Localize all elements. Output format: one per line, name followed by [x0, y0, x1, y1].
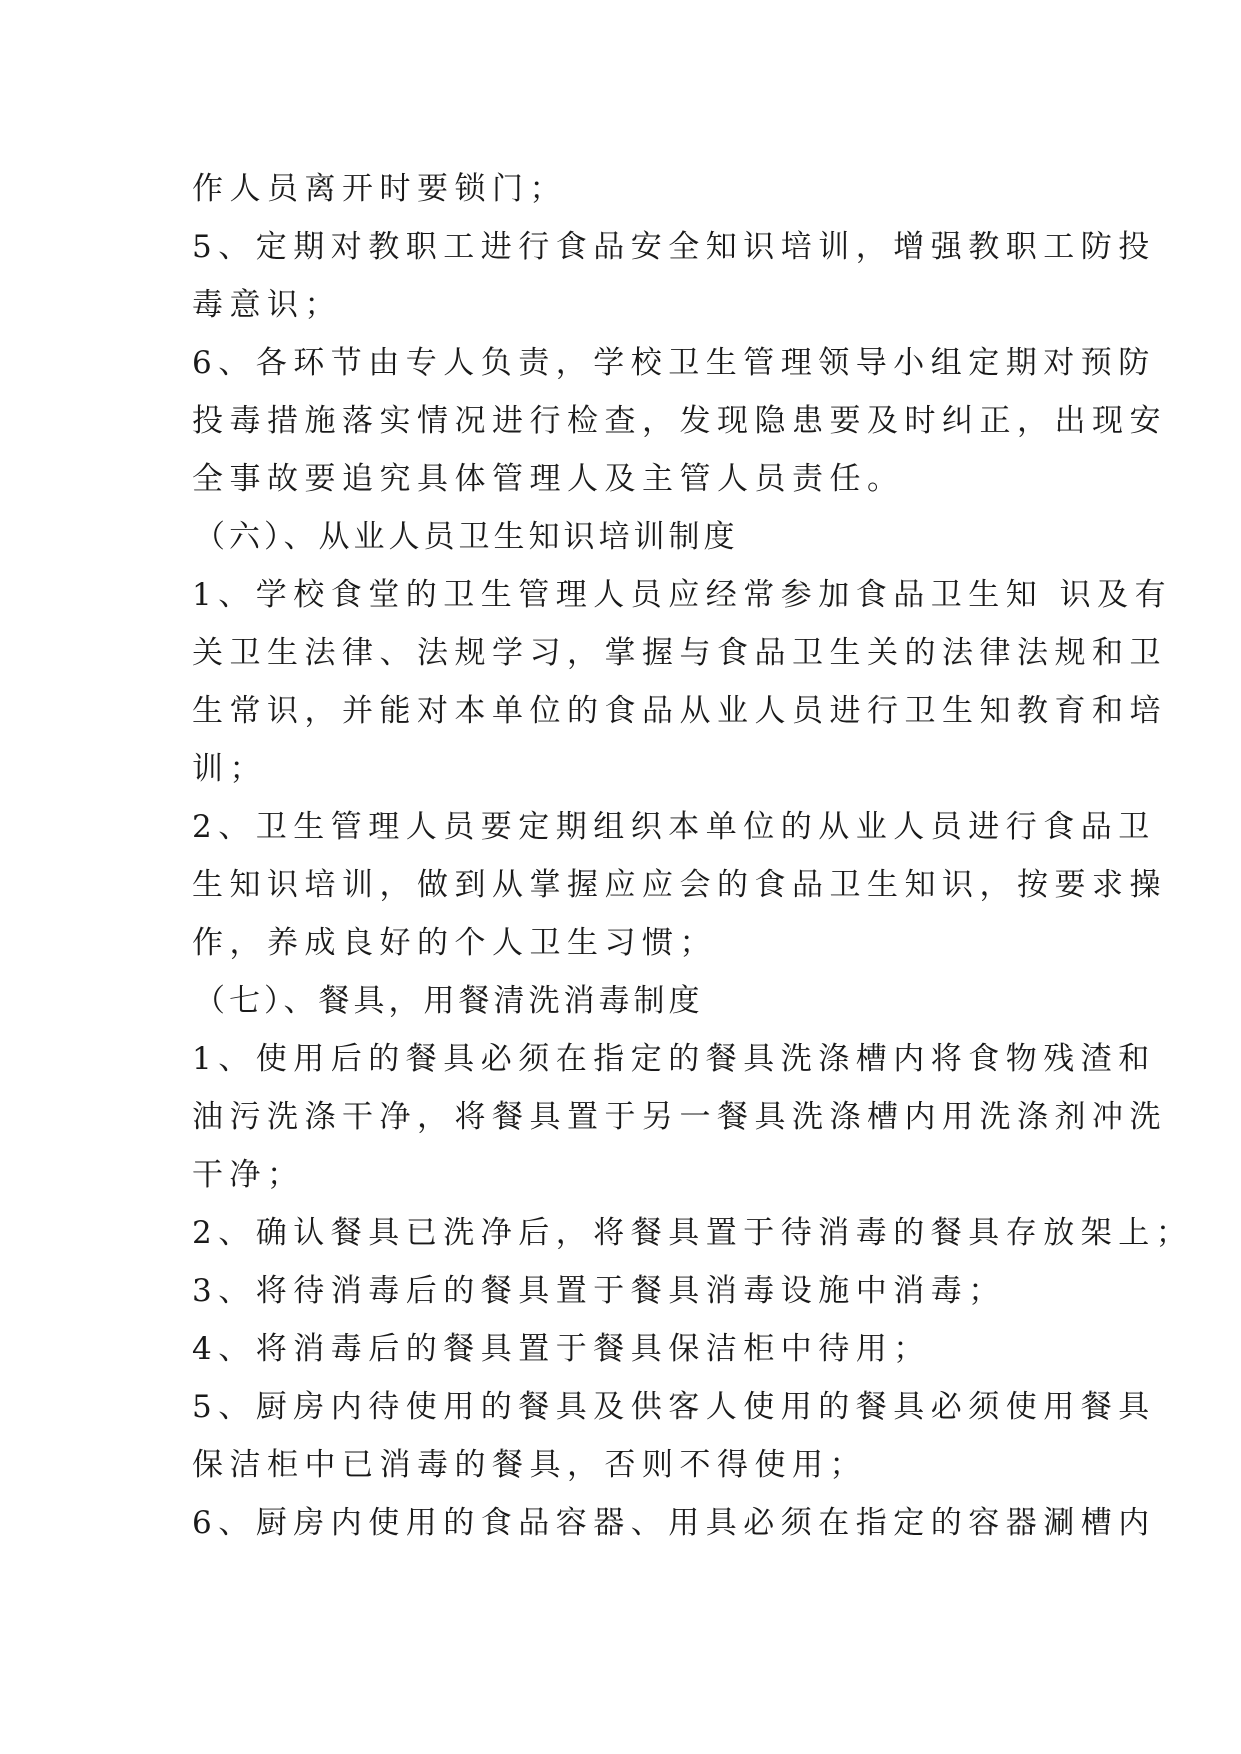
- text-line: 全事故要追究具体管理人及主管人员责任。: [192, 461, 905, 497]
- text-line: 干净；: [192, 1157, 305, 1193]
- text-line: 保洁柜中已消毒的餐具，否则不得使用；: [192, 1447, 867, 1483]
- text-line: 毒意识；: [192, 287, 342, 323]
- text-line: 1、学校食堂的卫生管理人员应经常参加食品卫生知 识及有: [192, 577, 1173, 613]
- text-line: 关卫生法律、法规学习，掌握与食品卫生关的法律法规和卫: [192, 635, 1167, 671]
- text-line: 4、将消毒后的餐具置于餐具保洁柜中待用；: [192, 1331, 931, 1367]
- text-line: 3、将待消毒后的餐具置于餐具消毒设施中消毒；: [192, 1273, 1006, 1309]
- text-line: 作，养成良好的个人卫生习惯；: [192, 925, 717, 961]
- text-line: 2、确认餐具已洗净后，将餐具置于待消毒的餐具存放架上；: [192, 1215, 1194, 1251]
- text-line: 油污洗涤干净，将餐具置于另一餐具洗涤槽内用洗涤剂冲洗: [192, 1099, 1167, 1135]
- text-line: 5、定期对教职工进行食品安全知识培训，增强教职工防投: [192, 229, 1156, 265]
- text-line: 生知识培训，做到从掌握应应会的食品卫生知识，按要求操: [192, 867, 1167, 903]
- document-body: [192, 160, 1194, 1552]
- text-line: 投毒措施落实情况进行检查，发现隐患要及时纠正，出现安: [192, 403, 1167, 439]
- section-heading-seven: （七）、餐具，用餐清洗消毒制度: [194, 983, 704, 1019]
- text-line: 6、厨房内使用的食品容器、用具必须在指定的容器涮槽内: [192, 1505, 1156, 1541]
- text-line: 生常识，并能对本单位的食品从业人员进行卫生知教育和培: [192, 693, 1167, 729]
- text-line: 2、卫生管理人员要定期组织本单位的从业人员进行食品卫: [192, 809, 1156, 845]
- section-heading-six: （六）、从业人员卫生知识培训制度: [194, 519, 739, 555]
- text-line: 5、厨房内待使用的餐具及供客人使用的餐具必须使用餐具: [192, 1389, 1156, 1425]
- text-line: 6、各环节由专人负责，学校卫生管理领导小组定期对预防: [192, 345, 1156, 381]
- text-line: 训；: [192, 751, 267, 787]
- text-line: 1、使用后的餐具必须在指定的餐具洗涤槽内将食物残渣和: [192, 1041, 1156, 1077]
- text-line: 作人员离开时要锁门；: [192, 171, 567, 207]
